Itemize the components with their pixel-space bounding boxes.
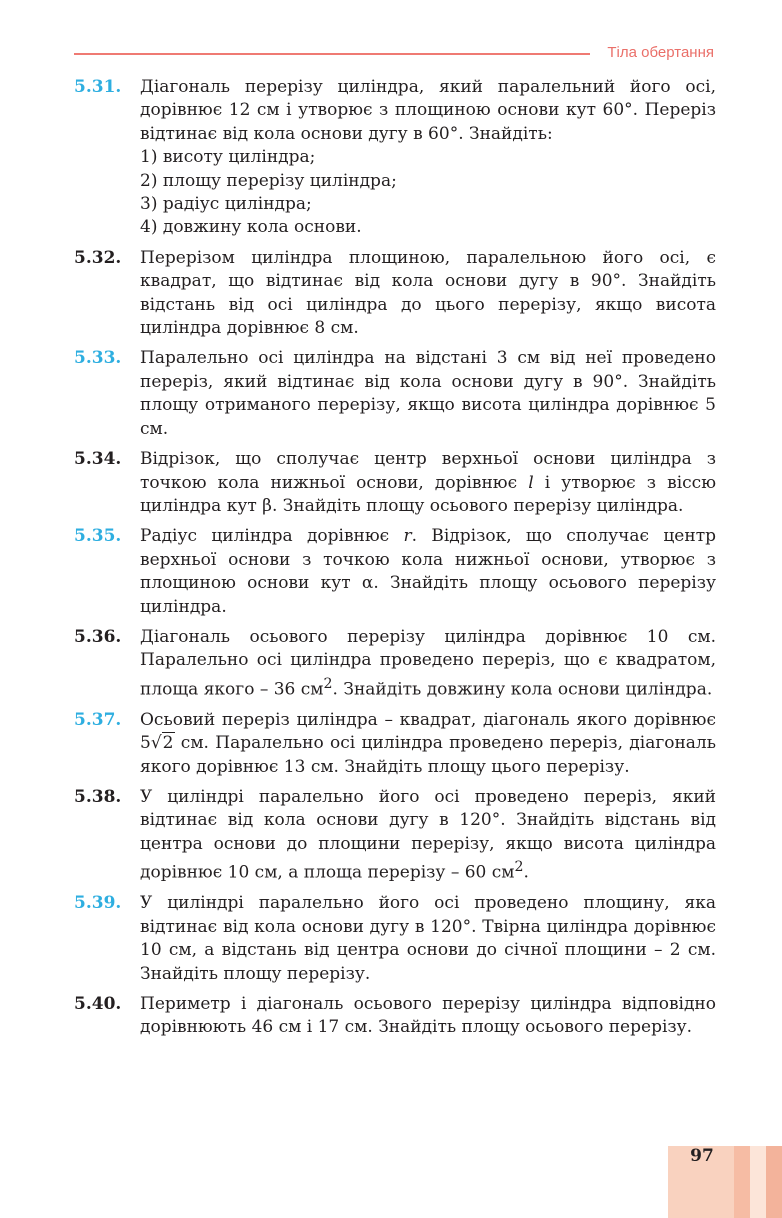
problem-5-35 (74, 525, 716, 619)
text-part: см. Паралельно осі циліндра проведено переріз, діагональ якого дорівнює 13 см. Знайдіть площу цього перерізу. (140, 733, 716, 777)
problem-list (74, 76, 716, 1047)
problem-number: 5.31. (74, 77, 122, 97)
text-part: . Знайдіть довжину кола основи циліндра. (332, 679, 713, 700)
sqrt-symbol: √2 (150, 733, 174, 754)
variable-r: r (403, 526, 412, 547)
header-rule (74, 53, 590, 55)
superscript: 2 (323, 675, 333, 692)
problem-text: Паралельно осі циліндра на відстані 3 см від неї проведено переріз, який відтинає від кола основи дугу в 90°. Знайдіть площу отриманого перерізу, якщо висота циліндра дорівнює 5 см. (140, 348, 716, 439)
problem-text: Периметр і діагональ осьового перерізу циліндра відповідно дорівнюють 46 см і 17 см. Знайдіть площу осьового перерізу. (140, 993, 716, 1038)
problem-5-32 (74, 247, 716, 341)
problem-text: У циліндрі паралельно його осі проведено площину, яка відтинає від кола основи дугу в 120°. Твірна циліндра дорівнює 10 см, а відстань від центра основи до січної площини – 2 см. Знайдіть площу перерізу. (140, 893, 716, 984)
superscript: 2 (514, 859, 524, 876)
section-title: Тіла обертання (607, 44, 714, 61)
problem-text (140, 448, 716, 518)
problem-number: 5.36. (74, 626, 122, 647)
problem-5-34 (74, 448, 716, 518)
problem-5-38 (74, 786, 716, 885)
problem-number: 5.40. (74, 993, 122, 1014)
text-part: . Відрізок, що сполучає центр верхньої основи з точкою кола нижньої основи, утворює з площиною основи кут α. Знайдіть площу осьового перерізу циліндра. (140, 526, 716, 617)
page-number: 97 (690, 1146, 714, 1166)
problem-5-37 (74, 709, 716, 779)
problem-text (140, 626, 716, 702)
problem-text (140, 525, 716, 619)
problem-5-39 (74, 892, 716, 986)
problem-text: Перерізом циліндра площиною, паралельною його осі, є квадрат, що відтинає від кола основи дугу в 90°. Знайдіть відстань від осі циліндра до цього перерізу, якщо висота циліндра дорівнює 8 см. (140, 247, 716, 339)
problem-number: 5.32. (74, 247, 122, 268)
list-item: 3) радіус циліндра; (140, 194, 312, 215)
problem-number: 5.38. (74, 787, 122, 808)
radicand: 2 (162, 733, 174, 754)
list-item: 4) довжину кола основи. (140, 217, 362, 238)
text-part: . (523, 862, 529, 883)
problem-5-33 (74, 347, 716, 441)
text-part: У циліндрі паралельно його осі проведено переріз, який відтинає від кола основи дугу в 120°. Знайдіть відстань від центра основи до площини перерізу, якщо висота циліндра дорівнює 10 см, а площа перерізу – 60 см (140, 787, 716, 883)
problem-number: 5.35. (74, 526, 122, 547)
problem-text (140, 786, 716, 885)
text-part: і утворює з віссю циліндра кут β. Знайдіть площу осьового перерізу циліндра. (140, 472, 716, 516)
problem-5-36 (74, 626, 716, 702)
problem-text (140, 709, 716, 779)
problem-5-40 (74, 993, 716, 1040)
list-item: 1) висоту циліндра; (140, 147, 316, 168)
text-part: Діагональ осьового перерізу циліндра дорівнює 10 см. Паралельно осі циліндра проведено переріз, що є квадратом, площа якого – 36 см (140, 626, 716, 700)
problem-number: 5.34. (74, 449, 122, 470)
problem-number: 5.37. (74, 709, 122, 730)
problem-5-31 (74, 76, 716, 240)
list-item: 2) площу перерізу циліндра; (140, 170, 397, 191)
variable-l: l (528, 472, 534, 493)
text-part: Відрізок, що сполучає центр верхньої основи циліндра з точкою кола нижньої основи, дорівнює (140, 449, 716, 493)
text-part: Радіус циліндра дорівнює (140, 526, 404, 547)
problem-number: 5.33. (74, 348, 122, 369)
text-part: Осьовий переріз циліндра – квадрат, діагональ якого дорівнює 5 (140, 709, 716, 754)
problem-number: 5.39. (74, 893, 122, 914)
problem-text (140, 76, 716, 240)
problem-statement: Діагональ перерізу циліндра, який паралельний його осі, дорівнює 12 см і утворює з площиною основи кут 60°. Переріз відтинає від кола основи дугу в 60°. Знайдіть: (140, 77, 716, 144)
